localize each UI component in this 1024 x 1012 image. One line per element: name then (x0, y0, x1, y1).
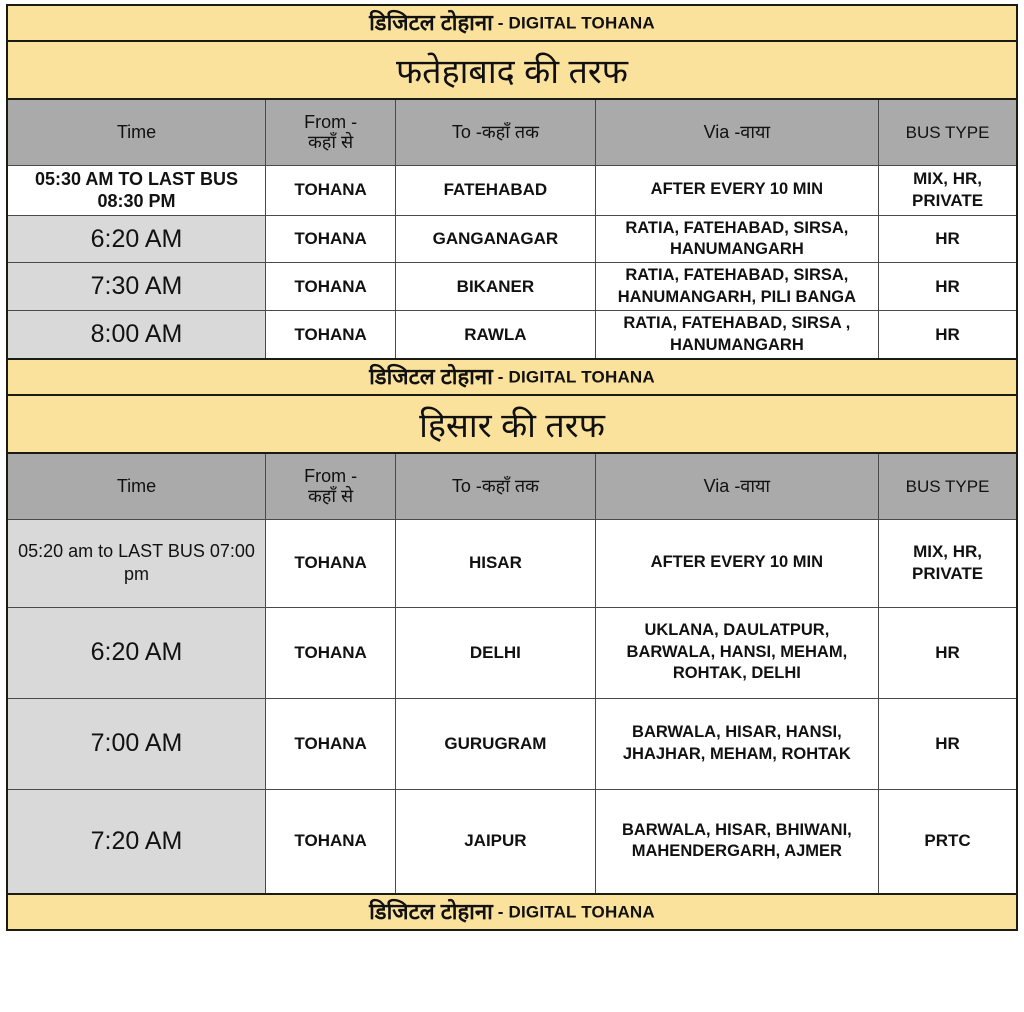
table-row (7, 215, 1017, 263)
column-header-from-line2: कहाँ से (307, 486, 354, 507)
cell-bus-type: PRTC (879, 789, 1017, 894)
cell-time: 7:00 AM (7, 698, 265, 789)
cell-via: UKLANA, DAULATPUR, BARWALA, HANSI, MEHAM, ROHTAK, DELHI (595, 607, 879, 698)
brand-banner-row-top (7, 5, 1017, 41)
brand-separator: - (492, 367, 509, 387)
table-row (7, 519, 1017, 607)
cell-to: FATEHABAD (396, 165, 595, 215)
cell-via: RATIA, FATEHABAD, SIRSA, HANUMANGARH (595, 215, 879, 263)
cell-to: RAWLA (396, 311, 595, 359)
cell-to: GURUGRAM (396, 698, 595, 789)
brand-banner-middle (7, 359, 1017, 395)
section-title-row-fatehabad (7, 41, 1017, 99)
table-row (7, 789, 1017, 894)
cell-time: 6:20 AM (7, 607, 265, 698)
cell-time: 6:20 AM (7, 215, 265, 263)
section-title-text: हिसार की तरफ (419, 407, 605, 446)
cell-time: 7:20 AM (7, 789, 265, 894)
section-title-text: फतेहाबाद की तरफ (395, 53, 629, 91)
cell-to: HISAR (396, 519, 595, 607)
column-header-bus-type: BUS TYPE (879, 453, 1017, 519)
cell-bus-type: HR (879, 311, 1017, 359)
column-header-row-hisar (7, 453, 1017, 519)
cell-from: TOHANA (265, 263, 395, 311)
brand-hindi: डिजिटल टोहाना (369, 899, 493, 925)
cell-to: DELHI (396, 607, 595, 698)
cell-from: TOHANA (265, 165, 395, 215)
cell-time: 7:30 AM (7, 263, 265, 311)
column-header-from (265, 453, 395, 519)
brand-banner-row-middle (7, 359, 1017, 395)
column-header-via: Via -वाया (595, 453, 879, 519)
brand-english: DIGITAL TOHANA (508, 367, 655, 387)
column-header-to: To -कहाँ तक (396, 99, 595, 165)
table-row (7, 263, 1017, 311)
cell-to: JAIPUR (396, 789, 595, 894)
column-header-from-line1: From - (304, 112, 358, 133)
cell-bus-type: HR (879, 607, 1017, 698)
cell-to: GANGANAGAR (396, 215, 595, 263)
cell-bus-type: MIX, HR, PRIVATE (879, 519, 1017, 607)
cell-from: TOHANA (265, 519, 395, 607)
column-header-time: Time (7, 453, 265, 519)
brand-english: DIGITAL TOHANA (508, 902, 655, 922)
column-header-from-line2: कहाँ से (307, 132, 354, 153)
section-title-hisar (7, 395, 1017, 453)
brand-hindi: डिजिटल टोहाना (369, 10, 493, 35)
brand-banner-row-bottom (7, 894, 1017, 930)
cell-via: RATIA, FATEHABAD, SIRSA , HANUMANGARH (595, 311, 879, 359)
cell-via: BARWALA, HISAR, HANSI, JHAJHAR, MEHAM, ROHTAK (595, 698, 879, 789)
table-row (7, 698, 1017, 789)
cell-from: TOHANA (265, 215, 395, 263)
table-row (7, 311, 1017, 359)
brand-english: DIGITAL TOHANA (508, 13, 655, 33)
cell-bus-type: HR (879, 698, 1017, 789)
cell-from: TOHANA (265, 789, 395, 894)
cell-via: RATIA, FATEHABAD, SIRSA, HANUMANGARH, PILI BANGA (595, 263, 879, 311)
cell-from: TOHANA (265, 311, 395, 359)
cell-via: AFTER EVERY 10 MIN (595, 165, 879, 215)
column-header-from (265, 99, 395, 165)
brand-banner-bottom (7, 894, 1017, 930)
cell-time: 8:00 AM (7, 311, 265, 359)
cell-bus-type: HR (879, 215, 1017, 263)
timetable (6, 4, 1018, 931)
brand-hindi: डिजिटल टोहाना (369, 364, 493, 390)
cell-via: BARWALA, HISAR, BHIWANI, MAHENDERGARH, AJMER (595, 789, 879, 894)
cell-time: 05:30 AM TO LAST BUS 08:30 PM (7, 165, 265, 215)
cell-from: TOHANA (265, 698, 395, 789)
cell-bus-type: HR (879, 263, 1017, 311)
brand-separator: - (492, 902, 509, 922)
brand-banner-top (7, 5, 1017, 41)
brand-separator: - (492, 13, 509, 33)
column-header-to: To -कहाँ तक (396, 453, 595, 519)
cell-from: TOHANA (265, 607, 395, 698)
column-header-time: Time (7, 99, 265, 165)
timetable-body (7, 5, 1017, 930)
column-header-from-line1: From - (304, 466, 358, 487)
cell-via: AFTER EVERY 10 MIN (595, 519, 879, 607)
section-title-fatehabad (7, 41, 1017, 99)
table-row (7, 607, 1017, 698)
column-header-bus-type: BUS TYPE (879, 99, 1017, 165)
table-row (7, 165, 1017, 215)
column-header-row-fatehabad (7, 99, 1017, 165)
cell-bus-type: MIX, HR, PRIVATE (879, 165, 1017, 215)
section-title-row-hisar (7, 395, 1017, 453)
cell-time: 05:20 am to LAST BUS 07:00 pm (7, 519, 265, 607)
column-header-via: Via -वाया (595, 99, 879, 165)
cell-to: BIKANER (396, 263, 595, 311)
